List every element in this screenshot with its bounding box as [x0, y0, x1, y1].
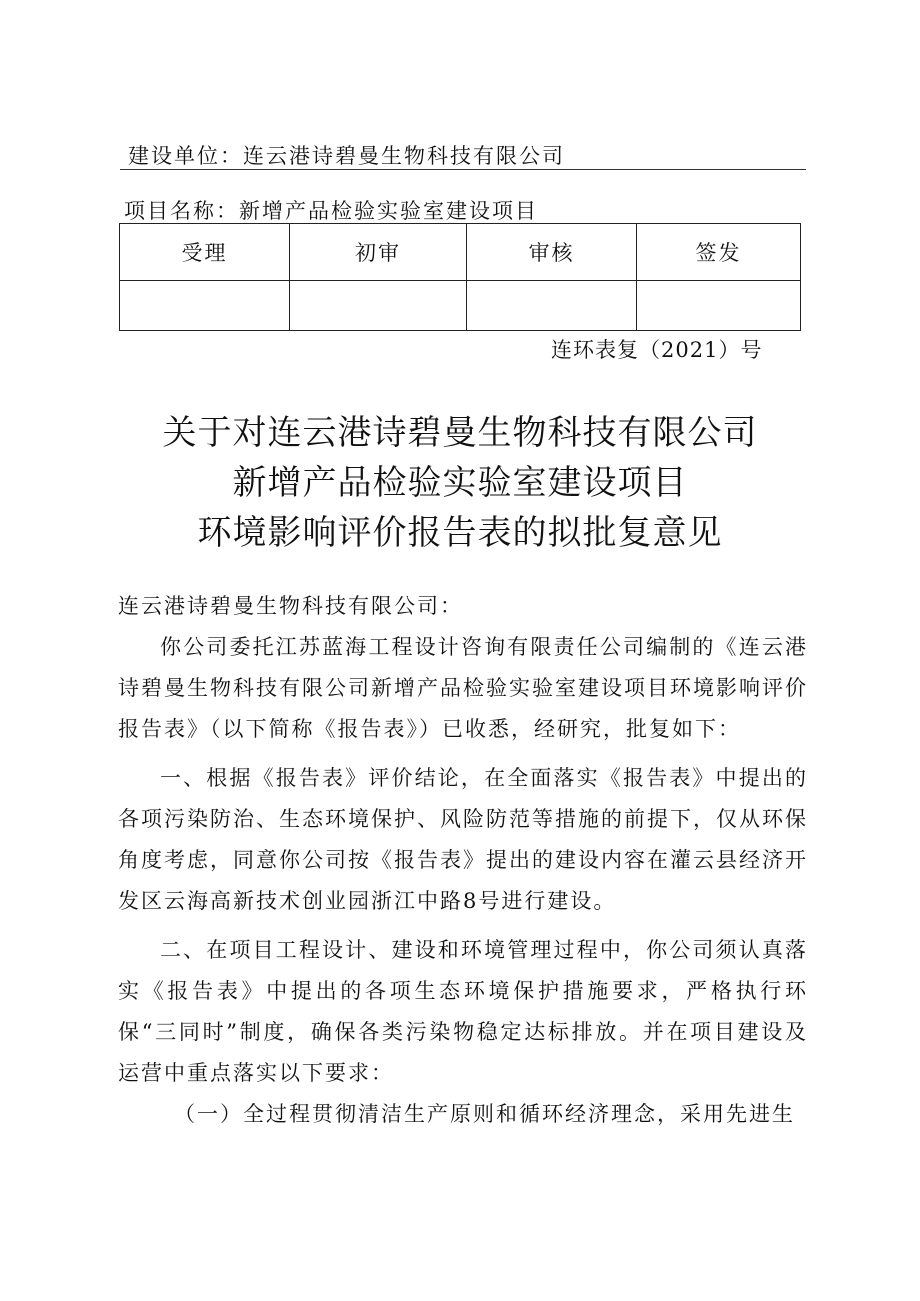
approval-table [119, 223, 801, 331]
paragraph-item-2: 二、在项目工程设计、建设和环境管理过程中，你公司须认真落实《报告表》中提出的各项生态环境保护措施要求，严格执行环保“三同时”制度，确保各类污染物稳定达标排放。并在项目建设及运营中重点落实以下要求： [118, 938, 808, 1085]
document-body [118, 586, 808, 1135]
header-divider [120, 169, 806, 170]
approval-header-preliminary: 初审 [290, 224, 467, 281]
title-line-1: 关于对连云港诗碧曼生物科技有限公司 [162, 413, 758, 453]
title-line-2: 新增产品检验实验室建设项目 [232, 463, 688, 503]
document-title [0, 408, 920, 558]
salutation: 连云港诗碧曼生物科技有限公司： [118, 594, 463, 618]
construction-unit: 建设单位：连云港诗碧曼生物科技有限公司 [128, 144, 565, 168]
approval-header-issue: 签发 [637, 224, 801, 281]
paragraph-subitem-1: （一）全过程贯彻清洁生产原则和循环经济理念，采用先进生 [174, 1102, 795, 1126]
approval-cell-preliminary [290, 281, 467, 331]
approval-header-review: 审核 [467, 224, 637, 281]
paragraph-intro: 你公司委托江苏蓝海工程设计咨询有限责任公司编制的《连云港诗碧曼生物科技有限公司新增产品检验实验室建设项目环境影响评价报告表》（以下简称《报告表》）已收悉，经研究，批复如下： [118, 635, 808, 741]
approval-cell-issue [637, 281, 801, 331]
project-name: 项目名称：新增产品检验实验室建设项目 [124, 199, 538, 223]
approval-cell-review [467, 281, 637, 331]
approval-header-accept: 受理 [120, 224, 290, 281]
approval-cell-accept [120, 281, 290, 331]
title-line-3: 环境影响评价报告表的拟批复意见 [197, 513, 723, 553]
paragraph-item-1: 一、根据《报告表》评价结论，在全面落实《报告表》中提出的各项污染防治、生态环境保护、风险防范等措施的前提下，仅从环保角度考虑，同意你公司按《报告表》提出的建设内容在灌云县经济开发区云海高新技术创业园浙江中路8号进行建设。 [118, 766, 808, 913]
document-number: 连环表复（2021）号 [551, 338, 763, 362]
